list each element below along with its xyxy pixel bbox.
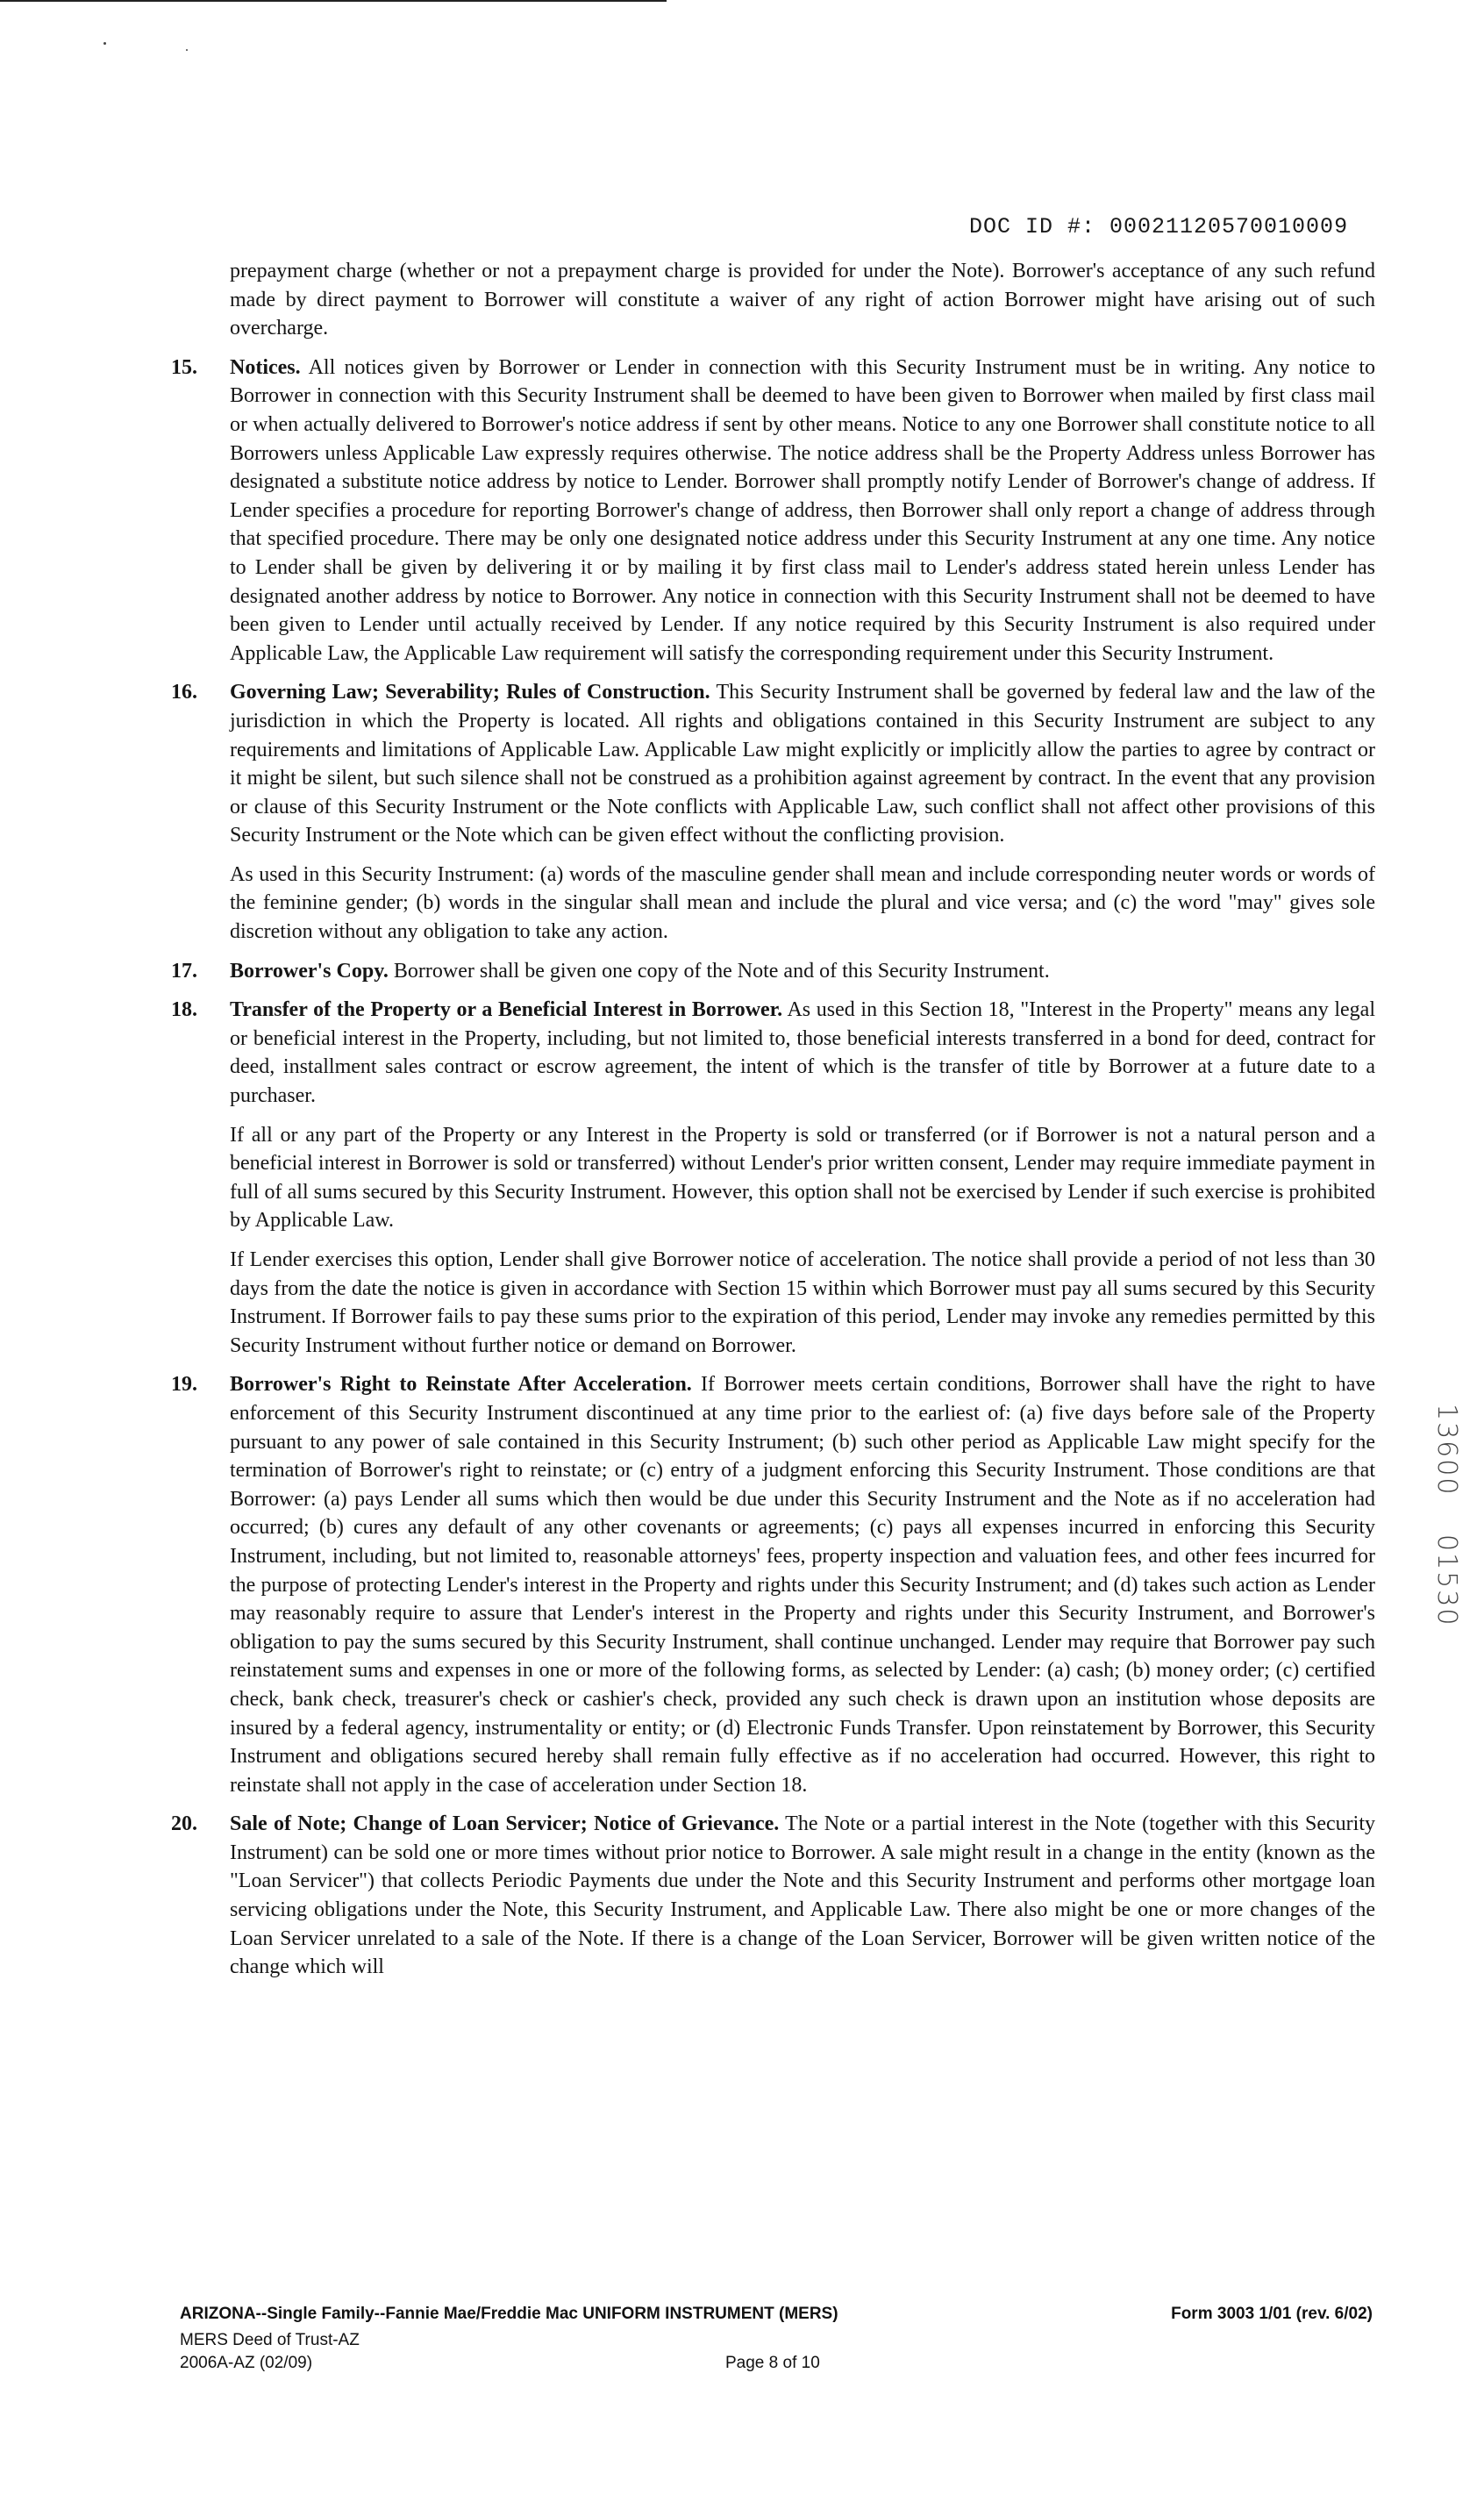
section-number: 15. xyxy=(171,355,197,379)
form-number: Form 3003 1/01 (rev. 6/02) xyxy=(1171,2305,1373,2323)
section-number: 19. xyxy=(171,1373,197,1397)
section-title: Transfer of the Property or a Beneficial Interest in Borrower. xyxy=(230,998,783,1022)
scan-speck xyxy=(186,49,188,51)
document-code: 2006A-AZ (02/09) xyxy=(180,2354,313,2372)
section-20-sale-of-note xyxy=(168,1810,1375,1982)
section-17-borrowers-copy xyxy=(168,957,1375,986)
section-subparagraph: If all or any part of the Property or any Interest in the Property is sold or transferred (or if Borrower is not a natural person and a beneficial interest in Borrower is sold or transferred) without Lender's prior written consent, Lender may require immediate payment in full of all sums secured by this Security Instrument. However, this option shall not be exercised by Lender if such exercise is prohibited by Applicable Law. xyxy=(230,1123,1375,1233)
stamp-number: 01530 xyxy=(1431,1533,1462,1627)
section-text: All notices given by Borrower or Lender in connection with this Security Instrument must be in writing. Any notice to Borrower in connection with this Security Instrument shall be deemed to have been given to Borrower when mailed by first class mail or when actually delivered to Borrower's notice address if sent by other means. Notice to any one Borrower shall constitute notice to all Borrowers unless Applicable Law expressly requires otherwise. The notice address shall be the Property Address unless Borrower has designated a substitute notice address by notice to Lender. Borrower shall promptly notify Lender of Borrower's change of address. If Lender specifies a procedure for reporting Borrower's change of address, then Borrower shall only report a change of address through that specified procedure. There may be only one designated notice address under this Security Instrument at any one time. Any notice to Lender shall be given by delivering it or by mailing it by first class mail to Lender's address stated herein unless Lender has designated another address by notice to Borrower. Any notice in connection with this Security Instrument shall not be deemed to have been given to Lender until actually received by Lender. If any notice required by this Security Instrument is also required under Applicable Law, the Applicable Law requirement will satisfy the corresponding requirement under this Security Instrument. xyxy=(230,355,1375,665)
section-19-right-to-reinstate xyxy=(168,1370,1375,1799)
top-scan-edge-line xyxy=(0,0,667,2)
document-body xyxy=(168,257,1375,1992)
doc-id: DOC ID #: 00021120570010009 xyxy=(969,214,1349,239)
page-number: Page 8 of 10 xyxy=(725,2354,820,2372)
section-subparagraph: As used in this Security Instrument: (a) words of the masculine gender shall mean and include corresponding neuter words or words of the feminine gender; (b) words in the singular shall mean and include the plural and vice versa; and (c) the word "may" gives sole discretion without any obligation to take any action. xyxy=(230,862,1375,944)
section-16-governing-law xyxy=(168,678,1375,946)
page-footer xyxy=(180,2305,1373,2377)
section-text: This Security Instrument shall be governed by federal law and the law of the jurisdiction in which the Property is located. All rights and obligations contained in this Security Instrument are subject to any requirements and limitations of Applicable Law. Applicable Law might explicitly or implicitly allow the parties to agree by contract or it might be silent, but such silence shall not be construed as a prohibition against agreement by contract. In the event that any provision or clause of this Security Instrument or the Note conflicts with Applicable Law, such conflict shall not affect other provisions of this Security Instrument or the Note which can be given effect without the conflicting provision. xyxy=(230,681,1376,847)
stamp-number: 13600 xyxy=(1431,1404,1462,1497)
section-title: Sale of Note; Change of Loan Servicer; Notice of Grievance. xyxy=(230,1812,780,1836)
form-title: ARIZONA--Single Family--Fannie Mae/Freddie Mac UNIFORM INSTRUMENT (MERS) xyxy=(180,2305,838,2323)
section-title: Governing Law; Severability; Rules of Construction. xyxy=(230,681,710,704)
section-15-notices xyxy=(168,354,1375,668)
recording-side-stamp xyxy=(1431,1404,1462,1655)
section-title: Notices. xyxy=(230,355,301,379)
section-title: Borrower's Right to Reinstate After Acceleration. xyxy=(230,1373,692,1397)
section-number: 20. xyxy=(171,1812,197,1836)
intro-paragraph: prepayment charge (whether or not a prepayment charge is provided for under the Note). Borrower's acceptance of any such refund made by direct payment to Borrower will constitute a waiver of any right of action Borrower might have arising out of such overcharge. xyxy=(230,260,1375,340)
section-number: 17. xyxy=(171,959,197,983)
section-text: Borrower shall be given one copy of the Note and of this Security Instrument. xyxy=(393,959,1050,983)
section-text: If Borrower meets certain conditions, Borrower shall have the right to have enforcement of this Security Instrument discontinued at any time prior to the earliest of: (a) five days before sale of the Property pursuant to any power of sale contained in this Security Instrument; (b) such other period as Applicable Law might specify for the termination of Borrower's right to reinstate; or (c) entry of a judgment enforcing this Security Instrument. Those conditions are that Borrower: (a) pays Lender all sums which then would be due under this Security Instrument and the Note as if no acceleration had occurred; (b) cures any default of any other covenants or agreements; (c) pays all expenses incurred in enforcing this Security Instrument, including, but not limited to, reasonable attorneys' fees, property inspection and valuation fees, and other fees incurred for the purpose of protecting Lender's interest in the Property and rights under this Security Instrument; and (d) takes such action as Lender may reasonably require to assure that Lender's interest in the Property and rights under this Security Instrument, and Borrower's obligation to pay the sums secured by this Security Instrument, shall continue unchanged. Lender may require that Borrower pay such reinstatement sums and expenses in one or more of the following forms, as selected by Lender: (a) cash; (b) money order; (c) certified check, bank check, treasurer's check or cashier's check, provided any such check is drawn upon an institution whose deposits are insured by a federal agency, instrumentality or entity; or (d) Electronic Funds Transfer. Upon reinstatement by Borrower, this Security Instrument and obligations secured hereby shall remain fully effective as if no acceleration had occurred. However, this right to reinstate shall not apply in the case of acceleration under Section 18. xyxy=(230,1373,1376,1797)
section-text: As used in this Section 18, "Interest in the Property" means any legal or beneficial interest in the Property, including, but not limited to, those beneficial interests transferred in a bond for deed, contract for deed, installment sales contract or escrow agreement, the intent of which is the transfer of title by Borrower at a future date to a purchaser. xyxy=(230,998,1375,1108)
document-name: MERS Deed of Trust-AZ xyxy=(180,2331,360,2349)
section-text: The Note or a partial interest in the Note (together with this Security Instrument) can be sold one or more times without prior notice to Borrower. A sale might result in a change in the entity (known as the "Loan Servicer") that collects Periodic Payments due under the Note and this Security Instrument and performs other mortgage loan servicing obligations under the Note, this Security Instrument, and Applicable Law. There also might be one or more changes of the Loan Servicer unrelated to a sale of the Note. If there is a change of the Loan Servicer, Borrower will be given written notice of the change which will xyxy=(230,1812,1375,1979)
section-title: Borrower's Copy. xyxy=(230,959,389,983)
section-subparagraph: If Lender exercises this option, Lender shall give Borrower notice of acceleration. The notice shall provide a period of not less than 30 days from the date the notice is given in accordance with Section 15 within which Borrower must pay all sums secured by this Security Instrument. If Borrower fails to pay these sums prior to the expiration of this period, Lender may invoke any remedies permitted by this Security Instrument without further notice or demand on Borrower. xyxy=(230,1248,1375,1357)
scan-speck xyxy=(103,42,106,45)
section-18-transfer-of-property xyxy=(168,996,1375,1360)
section-number: 18. xyxy=(171,998,197,1022)
section-number: 16. xyxy=(171,681,197,704)
